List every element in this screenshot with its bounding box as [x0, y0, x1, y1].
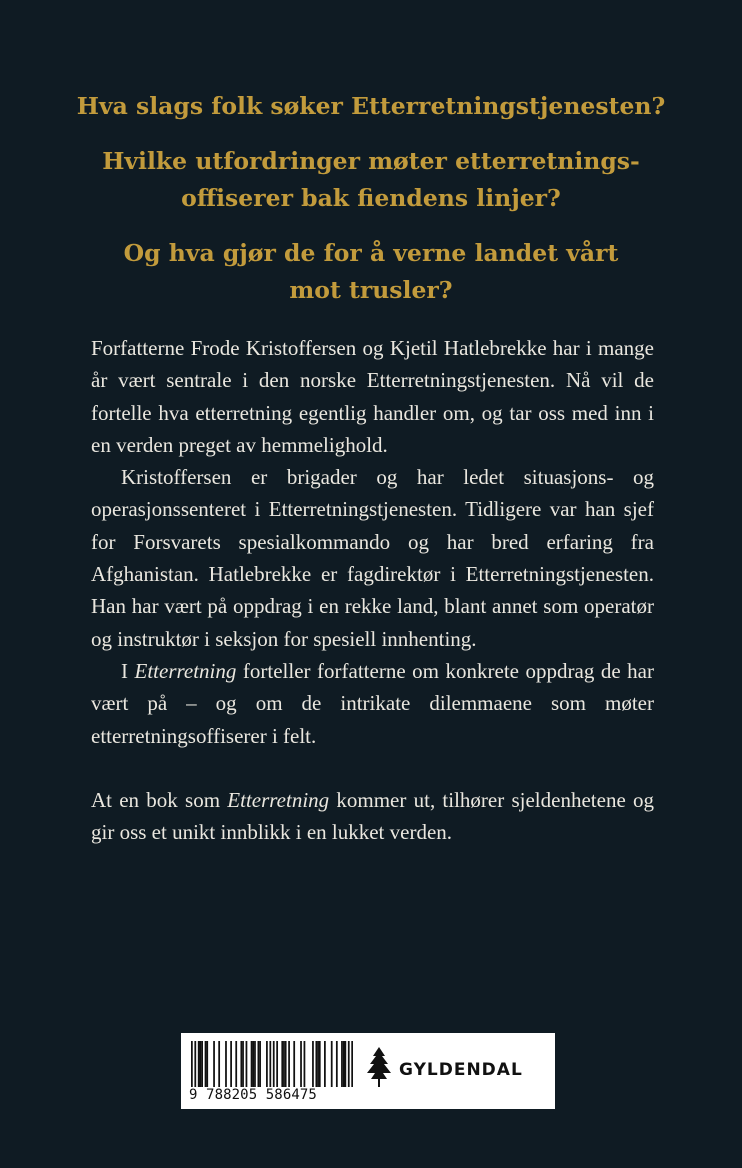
- barcode-bar: [235, 1041, 237, 1087]
- barcode-bar: [258, 1041, 260, 1087]
- barcode-bar: [304, 1041, 306, 1087]
- barcode-bar: [206, 1041, 208, 1087]
- barcode-bar: [293, 1041, 295, 1087]
- barcode-bar: [351, 1041, 353, 1087]
- barcode-bar: [344, 1041, 346, 1087]
- publisher-name: GYLDENDAL: [399, 1060, 523, 1080]
- barcode-bar: [240, 1041, 242, 1087]
- barcode-bar: [300, 1041, 302, 1087]
- barcode-bar: [288, 1041, 290, 1087]
- heading-question-2: Hvilke utfordringer møter etterretnings- offiserer bak fiendens linjer?: [102, 147, 640, 212]
- barcode-bar: [191, 1041, 193, 1087]
- barcode-bar: [266, 1041, 268, 1087]
- barcode-bar: [348, 1041, 350, 1087]
- book-title-italic: Etterretning: [134, 658, 237, 683]
- barcode-bar: [252, 1041, 254, 1087]
- book-title-italic: Etterretning: [227, 787, 330, 812]
- p4-rest: kommer ut, tilhører sjeldenhetene og gir oss et unikt innblikk i en lukket verden.: [91, 787, 654, 845]
- barcode-bar: [194, 1041, 196, 1087]
- barcode-bar: [336, 1041, 338, 1087]
- barcode-bar: [254, 1041, 256, 1087]
- tree-icon: [364, 1045, 394, 1089]
- barcode-bar: [319, 1041, 321, 1087]
- blurb-text: [91, 332, 654, 848]
- barcode-bar: [198, 1041, 200, 1087]
- barcode-bar: [285, 1041, 287, 1087]
- barcode-bar: [200, 1041, 202, 1087]
- p4-lead: At en bok som: [91, 787, 228, 812]
- barcode-image: [191, 1041, 353, 1087]
- p3-rest: forteller forfatterne om konkrete oppdrag de har vært på – og om de intrikate dilemmaene som møter etterretningsoffiserer i felt.: [91, 658, 654, 748]
- blurb-paragraph-2: Kristoffersen er brigader og har ledet situasjons- og operasjonssenteret i Etterretningstjenesten. Tidligere var han sjef for Forsvarets spesialkommando og har bred erfaring fra Afghanistan. Hatlebrekke er fagdirektør i Etterretningstjenesten. Han har vært på oppdrag i en rekke land, blant annet som operatør og instruktør i seksjon for spesiell innhenting.: [91, 465, 654, 651]
- barcode-bar: [341, 1041, 343, 1087]
- barcode-bar: [312, 1041, 314, 1087]
- blurb-paragraph-1: Forfatterne Frode Kristoffersen og Kjetil Hatlebrekke har i mange år vært sentrale i den norske Etterretningstjenesten. Nå vil de fortelle hva etterretning egentlig handler om, og tar oss med inn i en verden preget av hemmelighold.: [91, 336, 654, 457]
- heading-question-1: Hva slags folk søker Etterretningstjenesten?: [76, 92, 666, 120]
- barcode-label: [181, 1033, 555, 1109]
- barcode-bar: [281, 1041, 283, 1087]
- barcode-bar: [213, 1041, 215, 1087]
- barcode-bar: [331, 1041, 333, 1087]
- barcode-bar: [317, 1041, 319, 1087]
- barcode-bar: [246, 1041, 248, 1087]
- barcode-bar: [283, 1041, 285, 1087]
- barcode-bar: [218, 1041, 220, 1087]
- heading-question-3: Og hva gjør de for å verne landet vårt mot trusler?: [123, 239, 619, 304]
- barcode-bar: [276, 1041, 278, 1087]
- barcode-bar: [230, 1041, 232, 1087]
- blurb-paragraph-3: [91, 655, 654, 752]
- barcode-bar: [343, 1041, 345, 1087]
- barcode-bar: [259, 1041, 261, 1087]
- blurb-paragraph-4: [91, 784, 654, 849]
- barcode-bar: [269, 1041, 271, 1087]
- headings-block: [60, 88, 682, 327]
- barcode-bar: [242, 1041, 244, 1087]
- p3-lead: I: [121, 658, 135, 683]
- barcode-bar: [201, 1041, 203, 1087]
- barcode-bar: [225, 1041, 227, 1087]
- barcode-bar: [273, 1041, 275, 1087]
- barcode-bar: [315, 1041, 317, 1087]
- barcode-bar: [251, 1041, 253, 1087]
- isbn-number: 9 788205 586475: [189, 1087, 317, 1103]
- barcode-bar: [324, 1041, 326, 1087]
- barcode-bar: [205, 1041, 207, 1087]
